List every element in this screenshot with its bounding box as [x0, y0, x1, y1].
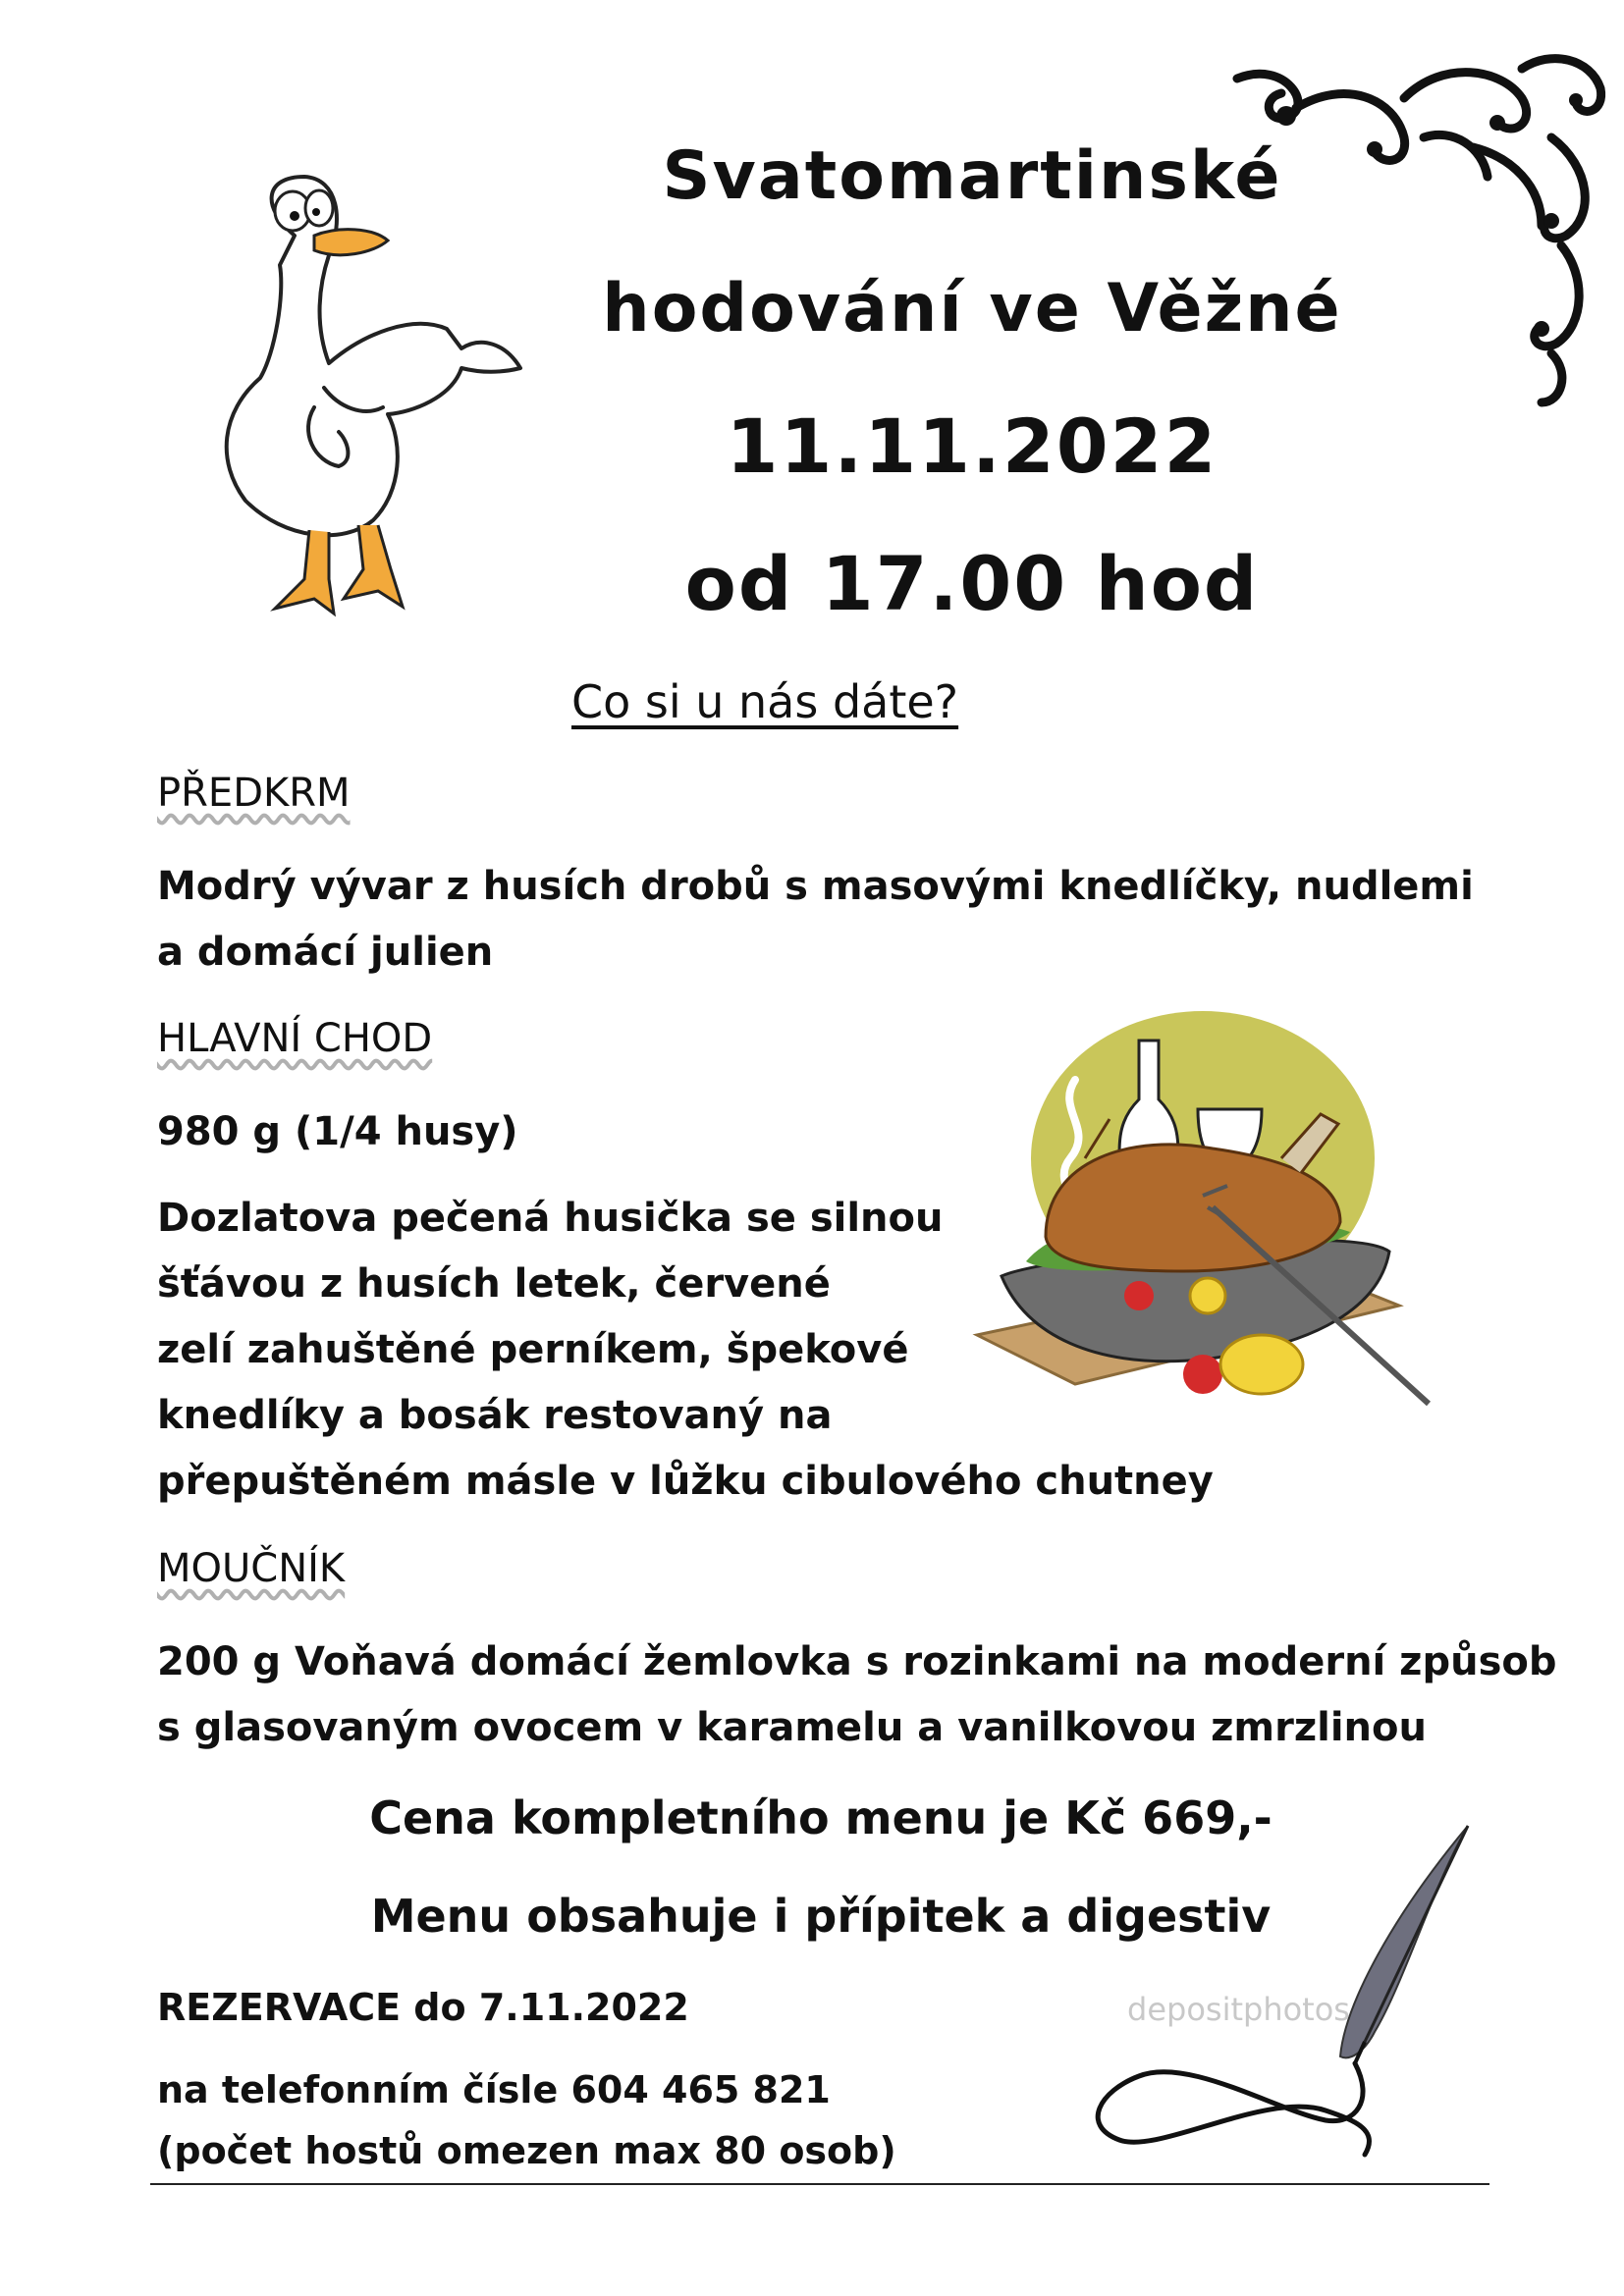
main-weight: 980 g (1/4 husy) — [157, 1109, 518, 1154]
menu-includes: Menu obsahuje i přípitek a digestiv — [370, 1890, 1272, 1943]
dessert-line: 200 g Voňavá domácí žemlovka s rozinkami na moderní způsob — [157, 1639, 1557, 1684]
roast-goose-illustration — [967, 1011, 1448, 1433]
goose-illustration — [167, 167, 560, 638]
starter-description — [157, 854, 1474, 986]
main-line: Dozlatova pečená husička se silnou — [157, 1196, 944, 1241]
title-line-1: Svatomartinské — [662, 137, 1282, 215]
starter-line: Modrý vývar z husích drobů s masovými knedlíčky, nudlemi — [157, 864, 1474, 909]
ornament-corner-icon — [1227, 39, 1615, 412]
main-line: přepuštěném másle v lůžku cibulového chutney — [157, 1459, 1214, 1504]
main-line: zelí zahuštěné perníkem, špekové — [157, 1327, 909, 1372]
title-line-2: hodování ve Věžné — [602, 270, 1342, 347]
main-line: knedlíky a bosák restovaný na — [157, 1393, 833, 1438]
reservation-contact — [157, 2059, 896, 2181]
main-line: šťávou z husích letek, červené — [157, 1261, 831, 1307]
event-date: 11.11.2022 — [726, 402, 1218, 490]
bottom-rule — [150, 2183, 1489, 2185]
reservation-capacity: (počet hostů omezen max 80 osob) — [157, 2129, 896, 2172]
section-heading-starter: PŘEDKRM — [157, 771, 351, 816]
menu-price: Cena kompletního menu je Kč 669,- — [369, 1791, 1272, 1844]
section-heading-dessert: MOUČNÍK — [157, 1546, 346, 1591]
reservation-deadline: REZERVACE do 7.11.2022 — [157, 1986, 689, 2029]
dessert-description — [157, 1629, 1557, 1761]
starter-line: a domácí julien — [157, 930, 494, 975]
watermark: depositphotos — [1127, 1991, 1350, 2028]
dessert-line: s glasovaným ovocem v karamelu a vanilkovou zmrzlinou — [157, 1705, 1427, 1750]
intro-question: Co si u nás dáte? — [571, 675, 959, 728]
event-time: od 17.00 hod — [684, 540, 1260, 627]
reservation-phone: na telefonním čísle 604 465 821 — [157, 2068, 831, 2111]
section-heading-main: HLAVNÍ CHOD — [157, 1016, 433, 1061]
